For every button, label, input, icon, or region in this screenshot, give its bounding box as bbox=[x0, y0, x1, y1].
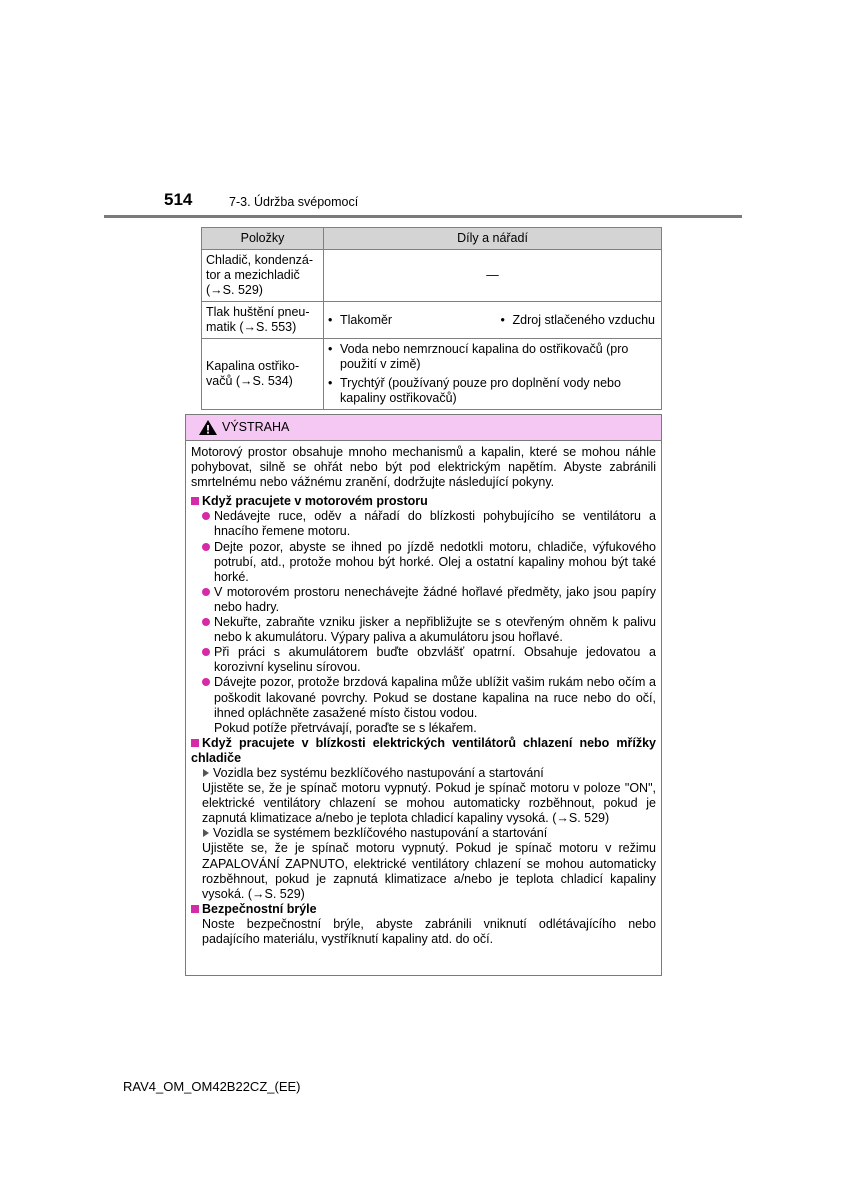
part-text: Tlakoměr bbox=[340, 312, 393, 327]
part-text: Zdroj stlačeného vzduchu bbox=[512, 312, 655, 327]
circle-bullet-icon bbox=[202, 588, 210, 596]
table-cell-item: Chladič, kondenzá-tor a mezichladič (→S. 529) bbox=[202, 250, 324, 302]
table-row bbox=[202, 339, 662, 410]
circle-bullet-icon bbox=[202, 678, 210, 686]
warning-body bbox=[186, 441, 661, 947]
table-row bbox=[202, 250, 662, 302]
column-header-items: Položky bbox=[202, 228, 324, 250]
section-heading: Když pracujete v blízkosti elektrických ventilátorů chlazení nebo mřížky chladiče bbox=[191, 735, 656, 765]
table-cell-parts bbox=[324, 302, 662, 339]
bullet: • bbox=[500, 312, 505, 327]
paragraph: Ujistěte se, že je spínač motoru vypnutý. Pokud je spínač motoru v poloze "ON", elektrické ventilátory chlazení se mohou automaticky rozběhnout, pokud je zapnutá klimatizace a/nebo je teplota chladicí kapaliny vysoká. (→S. 529) bbox=[202, 781, 656, 826]
table-cell-item: Tlak huštění pneu-matik (→S. 553) bbox=[202, 302, 324, 339]
footer-code: RAV4_OM_OM42B22CZ_(EE) bbox=[123, 1079, 301, 1094]
table-cell-item: Kapalina ostřiko-vačů (→S. 534) bbox=[202, 339, 324, 410]
table-header-row bbox=[202, 228, 662, 250]
section-title: 7-3. Údržba svépomocí bbox=[229, 195, 359, 209]
parts-table bbox=[201, 227, 662, 410]
warning-intro: Motorový prostor obsahuje mnoho mechanismů a kapalin, které se mohou náhle pohybovat, silně se ohřát nebo být pod elektrickým napětím. Abyste zabránili smrtelnému nebo vážnému zranění, dodržujte následující pokyny. bbox=[191, 445, 656, 490]
list-item: Při práci s akumulátorem buďte obzvlášť opatrní. Obsahuje jedovatou a korozivní kyselinu sírovou. bbox=[191, 645, 656, 675]
header-rule bbox=[104, 215, 742, 218]
part-text: Trychtýř (používaný pouze pro doplnění vody nebo kapaliny ostřikovačů) bbox=[340, 376, 621, 405]
list-item: Nekuřte, zabraňte vzniku jisker a nepřibližujte se s otevřeným ohněm k palivu nebo k akumulátoru. Výpary paliva a akumulátoru jsou hořlavé. bbox=[191, 615, 656, 645]
triangle-arrow-icon bbox=[203, 829, 209, 837]
table-row bbox=[202, 302, 662, 339]
list-item: Nedávejte ruce, oděv a nářadí do blízkosti pohybujícího se ventilátoru a hnacího řemene motoru. bbox=[191, 509, 656, 539]
list-item-continuation: Pokud potíže přetrvávají, poraďte se s lékařem. bbox=[214, 720, 477, 735]
part-text: Voda nebo nemrznoucí kapalina do ostřikovačů (pro použití v zimě) bbox=[340, 342, 629, 371]
warning-title: VÝSTRAHA bbox=[222, 419, 290, 434]
table-cell-parts: — bbox=[324, 250, 662, 302]
paragraph: Ujistěte se, že je spínač motoru vypnutý. Pokud je spínač motoru v režimu ZAPALOVÁNÍ ZAPNUTO, elektrické ventilátory chlazení se mohou automaticky rozběhnout, pokud je zapnutá klimatizace a/nebo je teplota chladicí kapaliny vysoká. (→S. 529) bbox=[202, 841, 656, 901]
square-bullet-icon bbox=[191, 905, 199, 913]
square-bullet-icon bbox=[191, 739, 199, 747]
section-heading: Bezpečnostní brýle bbox=[191, 902, 656, 917]
circle-bullet-icon bbox=[202, 543, 210, 551]
circle-bullet-icon bbox=[202, 648, 210, 656]
paragraph: Noste bezpečnostní brýle, abyste zabránili vniknutí odlétávajícího nebo padajícího materiálu, vystříknutí kapaliny atd. do očí. bbox=[202, 916, 656, 946]
vehicle-variant-label: Vozidla se systémem bezklíčového nastupování a startování bbox=[191, 826, 656, 841]
page-number: 514 bbox=[164, 190, 193, 209]
section-heading: Když pracujete v motorovém prostoru bbox=[191, 494, 656, 509]
list-item: V motorovém prostoru nenechávejte žádné hořlavé předměty, jako jsou papíry nebo hadry. bbox=[191, 585, 656, 615]
warning-triangle-icon bbox=[198, 419, 218, 436]
bullet: • bbox=[328, 342, 333, 356]
column-header-parts: Díly a nářadí bbox=[324, 228, 662, 250]
table-cell-parts bbox=[324, 339, 662, 410]
square-bullet-icon bbox=[191, 497, 199, 505]
vehicle-variant-label: Vozidla bez systému bezklíčového nastupování a startování bbox=[191, 766, 656, 781]
circle-bullet-icon bbox=[202, 618, 210, 626]
warning-box bbox=[185, 414, 662, 976]
warning-header bbox=[186, 415, 661, 441]
circle-bullet-icon bbox=[202, 512, 210, 520]
bullet: • bbox=[328, 376, 333, 390]
bullet: • bbox=[328, 312, 333, 327]
list-item: Dejte pozor, abyste se ihned po jízdě nedotkli motoru, chladiče, výfukového potrubí, atd., protože mohou být horké. Olej a ostatní kapaliny mohou být také horké. bbox=[191, 540, 656, 585]
triangle-arrow-icon bbox=[203, 769, 209, 777]
list-item: Dávejte pozor, protože brzdová kapalina může ublížit vašim rukám nebo očím a poškodit lakované povrchy. Pokud se dostane kapalina na ruce nebo do očí, ihned opláchněte zasažené místo čistou vodou. bbox=[191, 675, 656, 720]
